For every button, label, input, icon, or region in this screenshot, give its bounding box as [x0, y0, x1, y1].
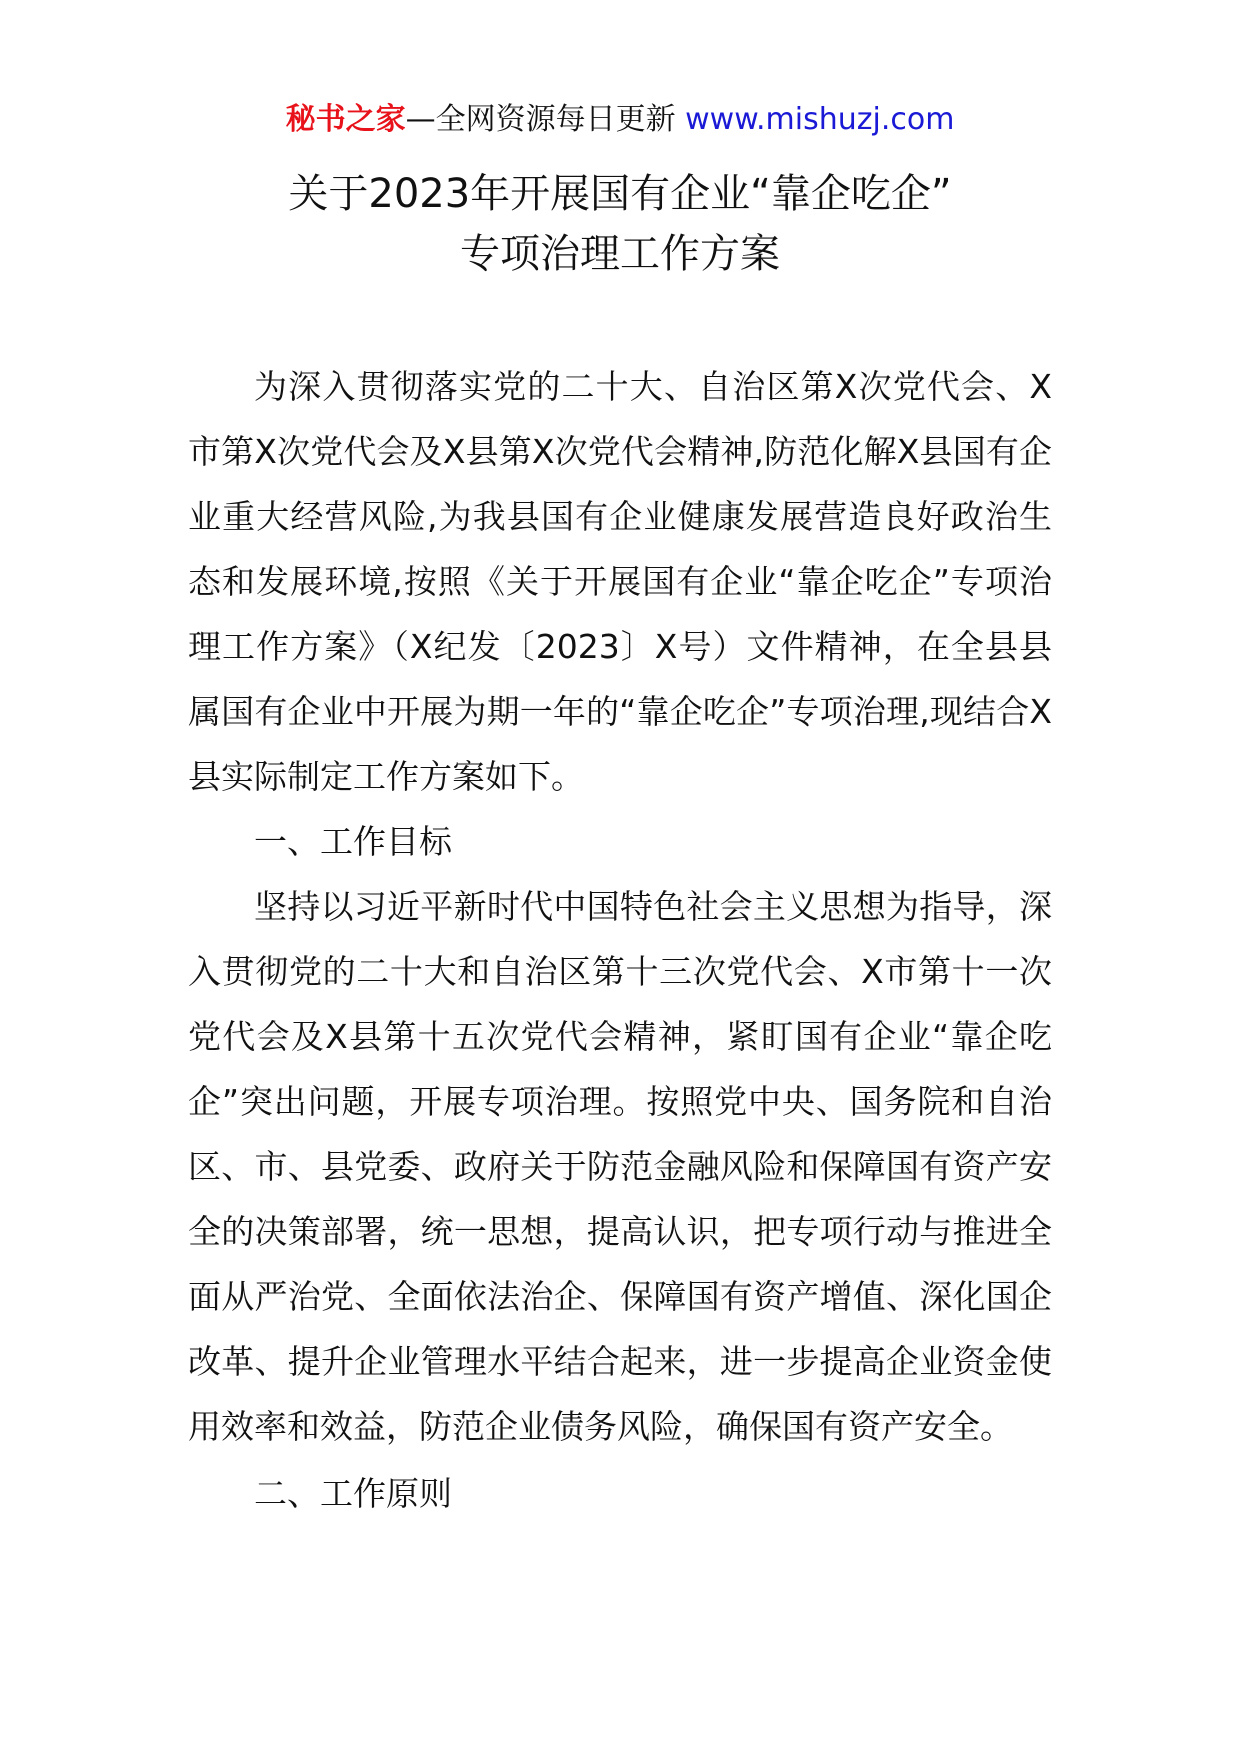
title-line-1: 关于2023年开展国有企业“靠企吃企” [288, 171, 952, 217]
document-title [0, 164, 1240, 284]
section-heading-goals: 一、工作目标 [254, 822, 452, 861]
document-body [188, 354, 1052, 1526]
intro-paragraph: 为深入贯彻落实党的二十大、自治区第Ⅹ次党代会、Ⅹ市第Ⅹ次党代会及Ⅹ县第Ⅹ次党代会精神,防范化解Ⅹ县国有企业重大经营风险,为我县国有企业健康发展营造良好政治生态和发展环境,按照《关于开展国有企业“靠企吃企”专项治理工作方案》（Ⅹ纪发〔2023〕Ⅹ号）文件精神，在全县县属国有企业中开展为期一年的“靠企吃企”专项治理,现结合Ⅹ县实际制定工作方案如下。 [188, 367, 1052, 796]
header-tagline: —全网资源每日更新 [405, 102, 676, 137]
goals-paragraph: 坚持以习近平新时代中国特色社会主义思想为指导，深入贯彻党的二十大和自治区第十三次党代会、Ⅹ市第十一次党代会及Ⅹ县第十五次党代会精神，紧盯国有企业“靠企吃企”突出问题，开展专项治理。按照党中央、国务院和自治区、市、县党委、政府关于防范金融风险和保障国有资产安全的决策部署，统一思想，提高认识，把专项行动与推进全面从严治党、全面依法治企、保障国有资产增值、深化国企改革、提升企业管理水平结合起来，进一步提高企业资金使用效率和效益，防范企业债务风险，确保国有资产安全。 [188, 887, 1052, 1446]
watermark-header [0, 98, 1240, 142]
brand-name: 秘书之家 [285, 102, 406, 137]
section-heading-principles: 二、工作原则 [254, 1474, 452, 1513]
title-line-2: 专项治理工作方案 [460, 231, 780, 277]
site-url-link[interactable]: www.mishuzj.com [685, 102, 955, 137]
